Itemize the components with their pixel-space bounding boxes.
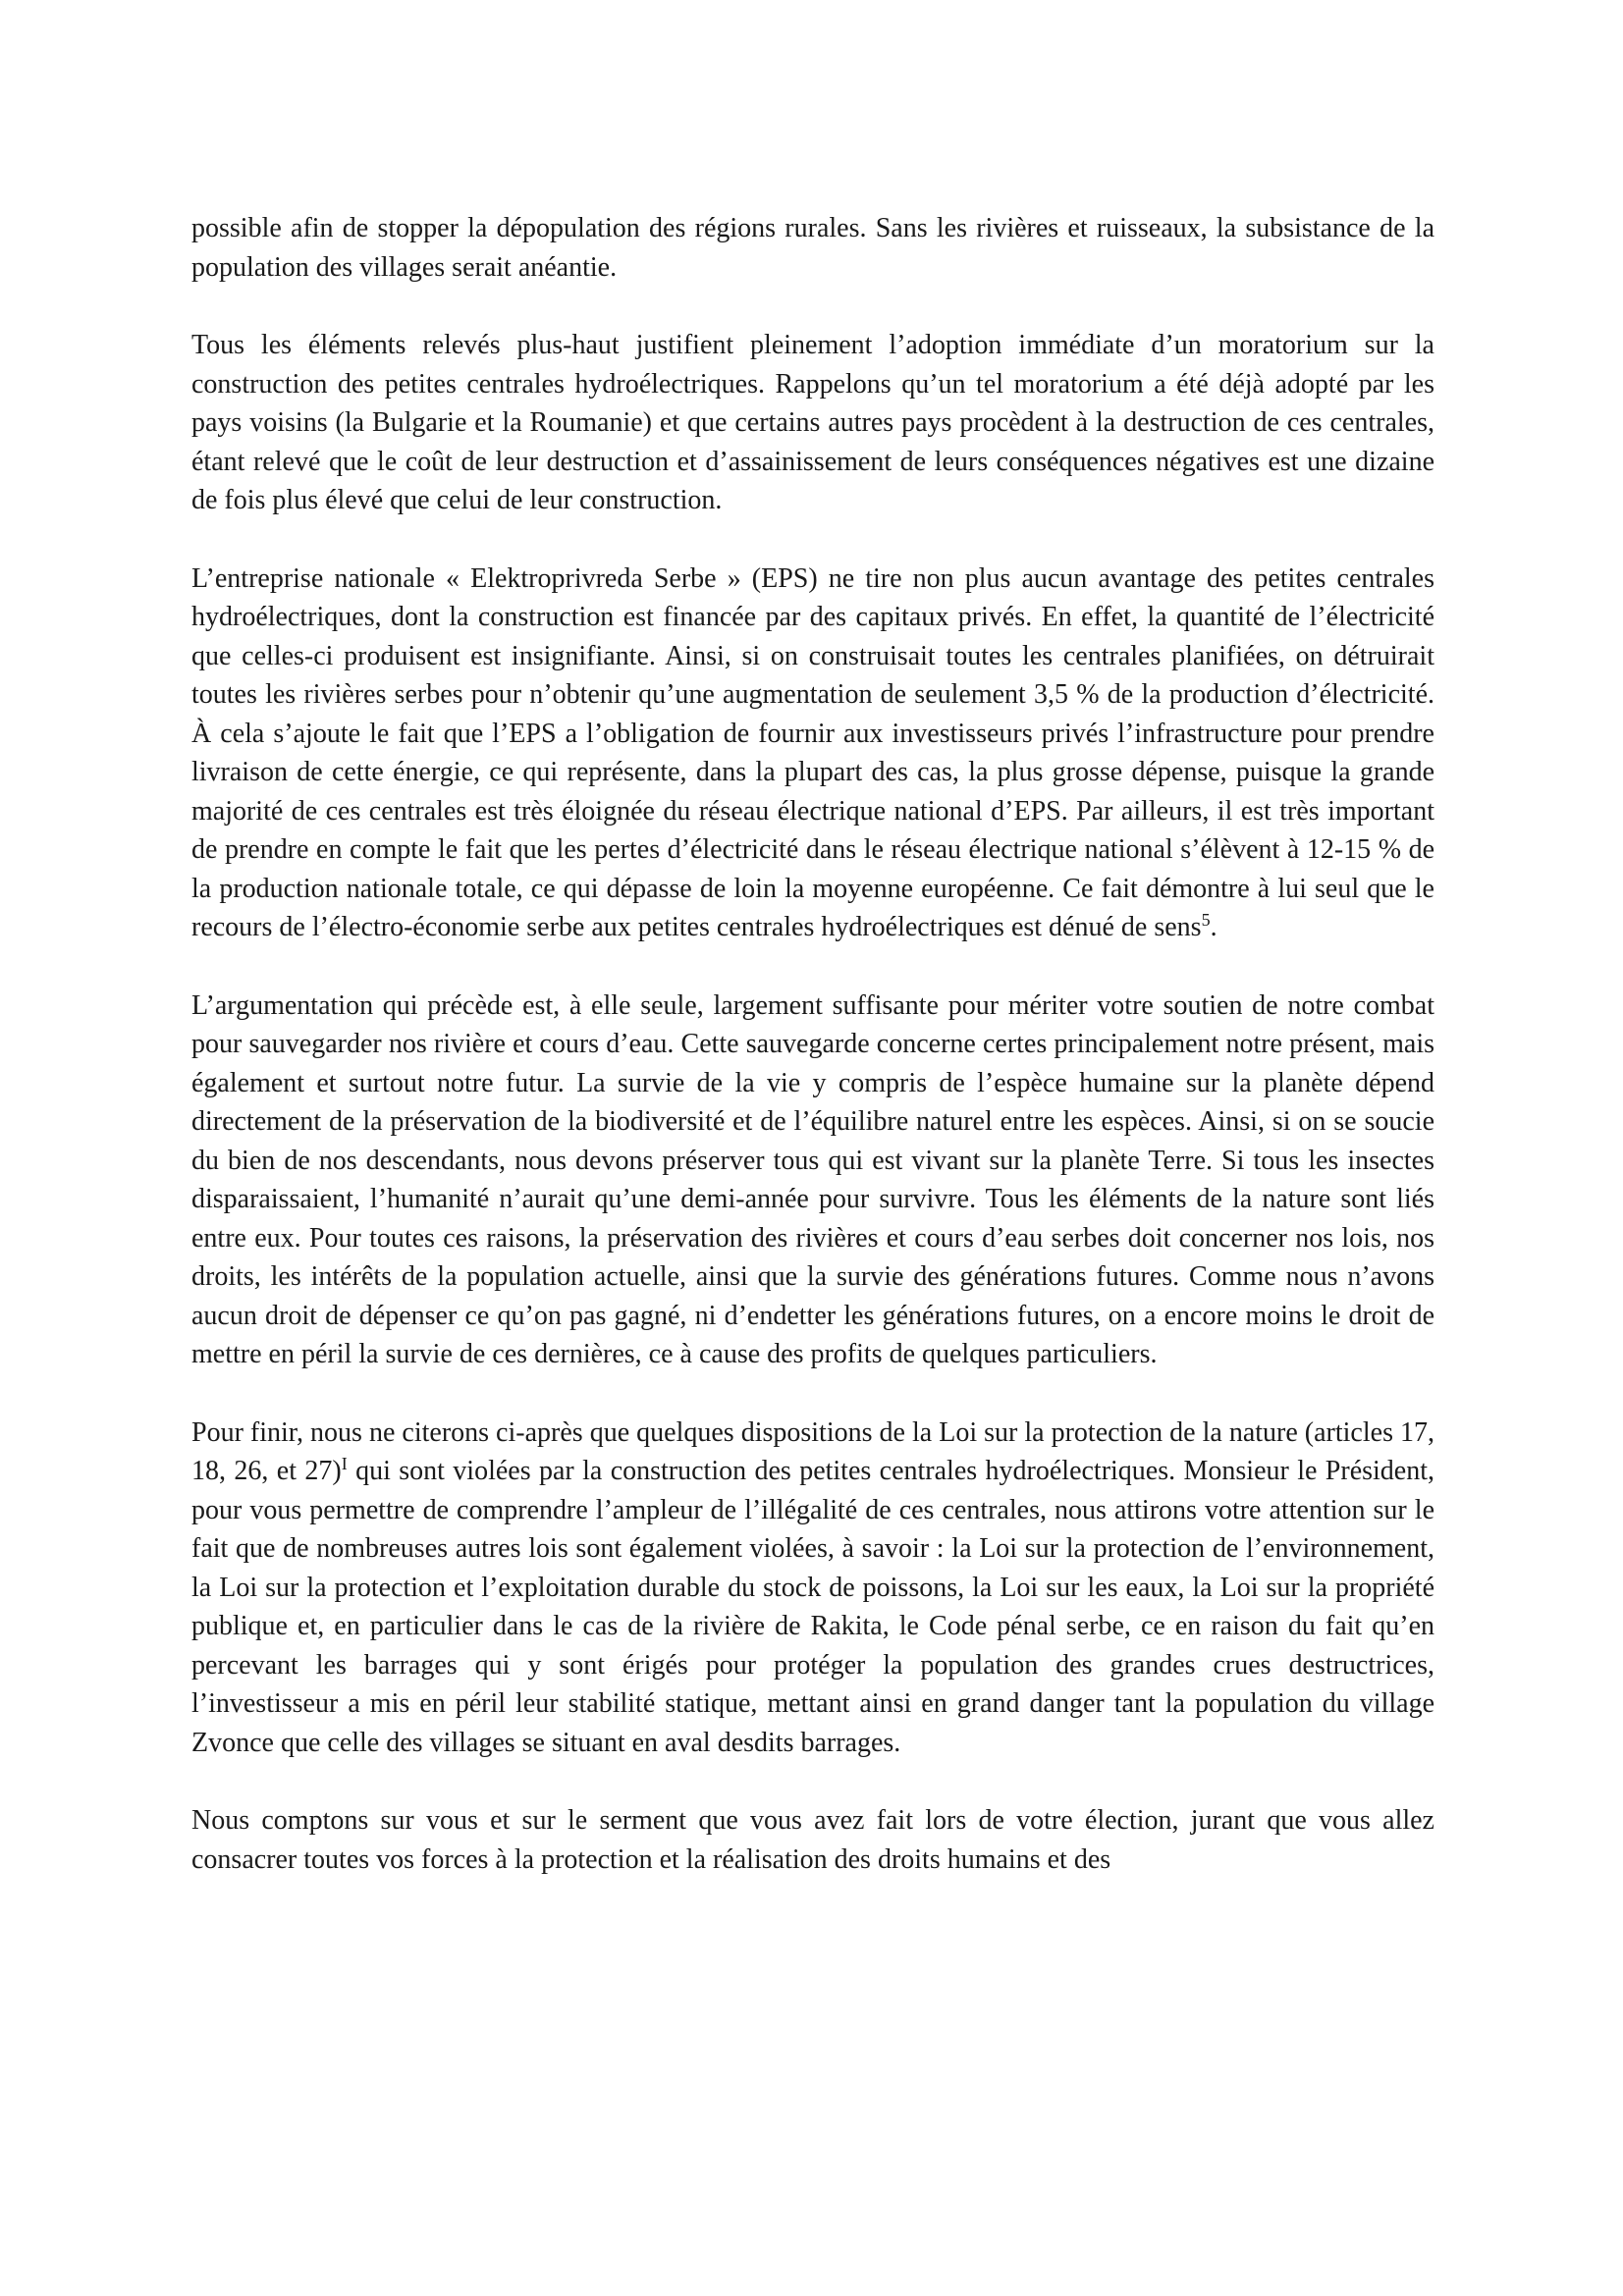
paragraph-text-end: . (1210, 912, 1217, 942)
paragraph-argumentation (191, 987, 1434, 1374)
document-body (191, 209, 1434, 1918)
paragraph-text: L’entreprise nationale « Elektroprivreda Serbe » (EPS) ne tire non plus aucun avantage des petites centrales hydroélectriques, dont la construction est financée par des capitaux privés. En effet, la quantité de l’électricité que celles-ci produisent est insignifiante. Ainsi, si on construisait toutes les centrales planifiées, on détruirait toutes les rivières serbes pour n’obtenir qu’une augmentation de seulement 3,5 % de la production d’électricité. À cela s’ajoute le fait que l’EPS a l’obligation de fournir aux investisseurs privés l’infrastructure pour prendre livraison de cette énergie, ce qui représente, dans la plupart des cas, la plus grosse dépense, puisque la grande majorité de ces centrales est très éloignée du réseau électrique national d’EPS. Par ailleurs, il est très important de prendre en compte le fait que les pertes d’électricité dans le réseau électrique national s’élèvent à 12-15 % de la production nationale totale, ce qui dépasse de loin la moyenne européenne. Ce fait démontre à lui seul que le recours de l’électro-économie serbe aux petites centrales hydroélectriques est dénué de sens (191, 562, 1434, 942)
paragraph-text: possible afin de stopper la dépopulation des régions rurales. Sans les rivières et ruisseaux, la subsistance de la population des villages serait anéantie. (191, 213, 1434, 283)
paragraph-laws (191, 1414, 1434, 1763)
paragraph-text: qui sont violées par la construction des petites centrales hydroélectriques. Monsieur le Président, pour vous permettre de comprendre l’ampleur de l’illégalité de ces centrales, nous attirons votre attention sur le fait que de nombreuses autres lois sont également violées, à savoir : la Loi sur la protection de l’environnement, la Loi sur la protection et l’exploitation durable du stock de poissons, la Loi sur les eaux, la Loi sur la propriété publique et, en particulier dans le cas de la rivière de Rakita, le Code pénal serbe, ce en raison du fait qu’en percevant les barrages qui y sont érigés pour protéger la population des grandes crues destructrices, l’investisseur a mis en péril leur stabilité statique, mettant ainsi en grand danger tant la population du village Zvonce que celle des villages se situant en aval desdits barrages. (191, 1456, 1435, 1758)
paragraph-closing (191, 1801, 1434, 1879)
paragraph-eps (191, 560, 1434, 947)
paragraph-moratorium (191, 326, 1434, 520)
paragraph-text-start: Pour finir, nous ne citerons ci-après que quelques dispositions de la Loi sur la protection de la nature (articles 17, 18, 26, et 27) (191, 1416, 1434, 1486)
paragraph-text: Tous les éléments relevés plus-haut justifient pleinement l’adoption immédiate d’un moratorium sur la construction des petites centrales hydroélectriques. Rappelons qu’un tel moratorium a été déjà adopté par les pays voisins (la Bulgarie et la Roumanie) et que certains autres pays procèdent à la destruction de ces centrales, étant relevé que le coût de leur destruction et d’assainissement de leurs conséquences négatives est une dizaine de fois plus élevé que celui de leur construction. (191, 330, 1434, 515)
footnote-marker: 5 (1201, 910, 1211, 930)
paragraph-text: Nous comptons sur vous et sur le serment que vous avez fait lors de votre élection, jurant que vous allez consacrer toutes vos forces à la protection et la réalisation des droits humains et des (191, 1805, 1434, 1875)
endnote-marker: I (341, 1454, 348, 1473)
paragraph-text: L’argumentation qui précède est, à elle seule, largement suffisante pour mériter votre soutien de notre combat pour sauvegarder nos rivière et cours d’eau. Cette sauvegarde concerne certes principalement notre présent, mais également et surtout notre futur. La survie de la vie y compris de l’espèce humaine sur la planète dépend directement de la préservation de la biodiversité et de l’équilibre naturel entre les espèces. Ainsi, si on se soucie du bien de nos descendants, nous devons préserver tous qui est vivant sur la planète Terre. Si tous les insectes disparaissaient, l’humanité n’aurait qu’une demi-année pour survivre. Tous les éléments de la nature sont liés entre eux. Pour toutes ces raisons, la préservation des rivières et cours d’eau serbes doit concerner nos lois, nos droits, les intérêts de la population actuelle, ainsi que la survie des générations futures. Comme nous n’avons aucun droit de dépenser ce qu’on pas gagné, ni d’endetter les générations futures, on a encore moins le droit de mettre en péril la survie de ces dernières, ce à cause des profits de quelques particuliers. (191, 989, 1434, 1369)
paragraph-rural-depopulation (191, 209, 1434, 287)
